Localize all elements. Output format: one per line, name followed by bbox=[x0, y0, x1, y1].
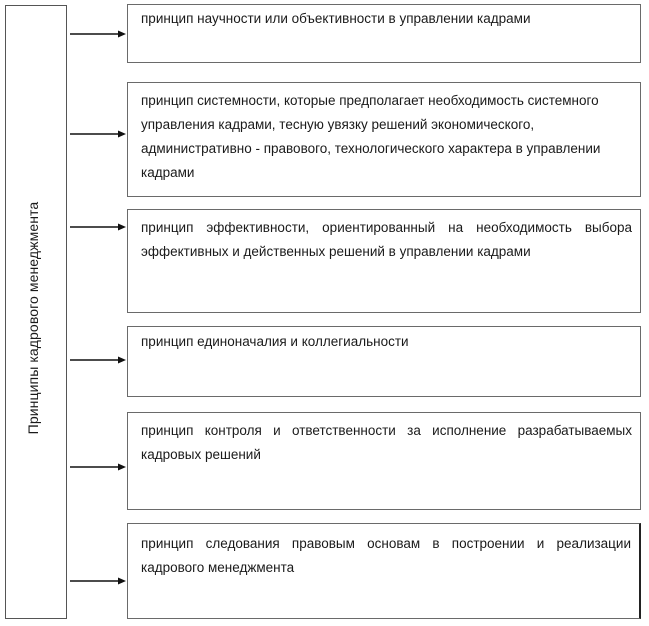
arrow-to-principle-5 bbox=[70, 462, 126, 472]
arrow-to-principle-2 bbox=[70, 129, 126, 139]
arrow-to-principle-6 bbox=[70, 576, 126, 586]
arrow-to-principle-4 bbox=[70, 355, 126, 365]
principle-box-unity-of-command: принцип единоначалия и коллегиальности bbox=[127, 326, 641, 397]
principle-box-legal: принцип следования правовым основам в построении и реализации кадрового менеджмента bbox=[127, 523, 641, 619]
principles-title: Принципы кадрового менеджмента bbox=[25, 201, 41, 435]
principle-box-control: принцип контроля и ответственности за исполнение разрабатываемых кадровых решений bbox=[127, 412, 641, 510]
arrow-to-principle-3 bbox=[70, 222, 126, 232]
arrow-to-principle-1 bbox=[70, 29, 126, 39]
principle-box-efficiency: принцип эффективности, ориентированный на необходимость выбора эффективных и действенных решений в управлении кадрами bbox=[127, 209, 641, 313]
principle-box-scientific: принцип научности или объективности в управлении кадрами bbox=[127, 4, 641, 63]
principle-box-systemic: принцип системности, которые предполагает необходимость системного управления кадрами, тесную увязку решений экономического, административно - правового, технологического характера в управлении кадрами bbox=[127, 82, 641, 197]
